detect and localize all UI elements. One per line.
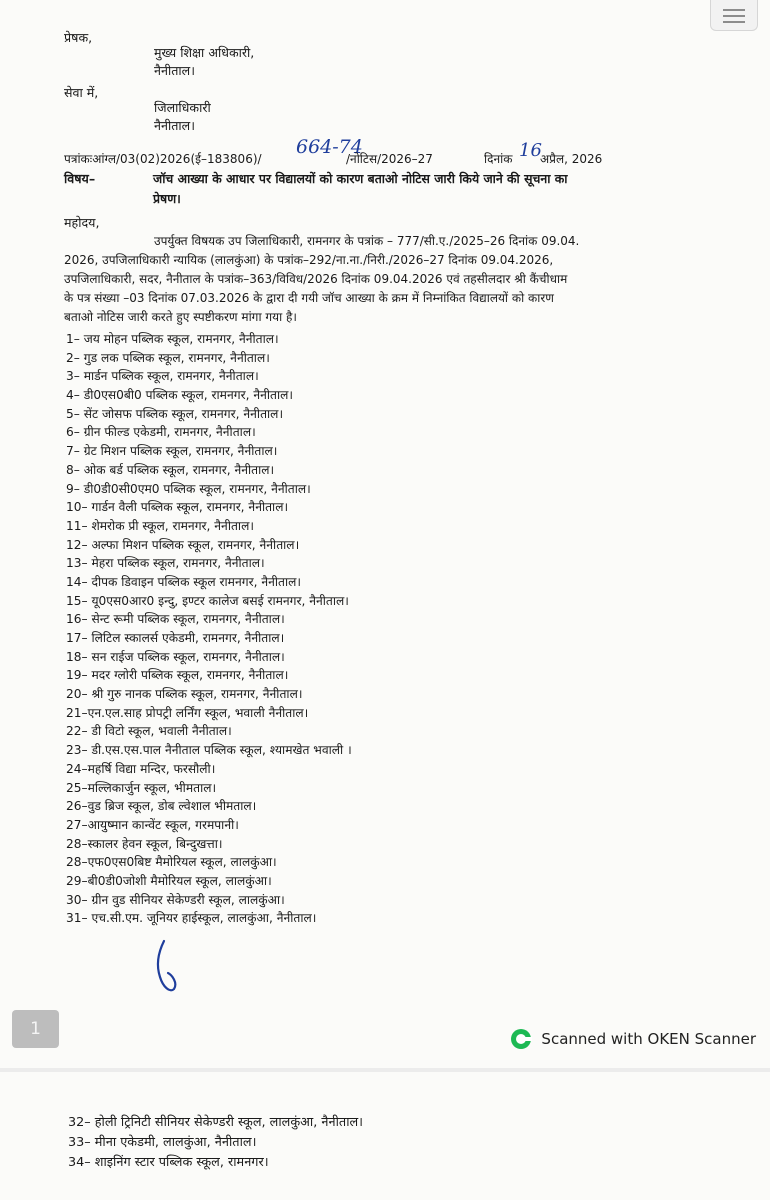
school-item-14: 14– दीपक डिवाइन पब्लिक स्कूल रामनगर, नैनीताल। bbox=[66, 574, 301, 589]
page-number-badge: 1 bbox=[12, 1010, 59, 1048]
recipient-title: जिलाधिकारी bbox=[154, 100, 211, 115]
school-item-28: 28–स्कालर हेवन स्कूल, बिन्दुखत्ता। bbox=[66, 836, 223, 851]
school-item-3: 3– मार्डन पब्लिक स्कूल, रामनगर, नैनीताल। bbox=[66, 369, 259, 384]
body-line-5: बताओ नोटिस जारी करते हुए स्पष्टीकरण मांगा गया है। bbox=[64, 310, 297, 324]
school-item-2: 2– गुड लक पब्लिक स्कूल, रामनगर, नैनीताल। bbox=[66, 350, 270, 365]
school-item-27: 27–आयुष्मान कान्वेंट स्कूल, गरमपानी। bbox=[66, 817, 239, 832]
patrank-prefix: पत्रांकःआंग्ल/03(02)2026(ई–183806)/ bbox=[64, 152, 262, 166]
school-item-26: 26–वुड ब्रिज स्कूल, डोब ल्वेशाल भीमताल। bbox=[66, 799, 257, 814]
school-item-30: 30– ग्रीन वुड सीनियर सेकेण्डरी स्कूल, लालकुंआ। bbox=[66, 892, 285, 907]
school-item-19: 19– मदर ग्लोरी पब्लिक स्कूल, रामनगर, नैनीताल। bbox=[66, 668, 289, 683]
handwritten-number: 664-74 bbox=[296, 136, 363, 158]
hamburger-menu-icon[interactable] bbox=[710, 0, 758, 31]
school-item-11: 11– शेमरोक प्री स्कूल, रामनगर, नैनीताल। bbox=[66, 518, 254, 533]
date-rest: अप्रैल, 2026 bbox=[540, 152, 603, 166]
school-item-22: 22– डी विटो स्कूल, भवाली नैनीताल। bbox=[66, 724, 232, 739]
school-item-29: 29–बी0डी0जोशी मैमोरियल स्कूल, लालकुंआ। bbox=[66, 873, 272, 888]
sender-label: प्रेषक, bbox=[64, 30, 93, 45]
signature-mark bbox=[150, 935, 190, 997]
school-item-24: 24–महर्षि विद्या मन्दिर, फरसौली। bbox=[66, 761, 216, 776]
school-list bbox=[56, 330, 352, 928]
school-item-6: 6– ग्रीन फील्ड एकेडमी, रामनगर, नैनीताल। bbox=[66, 425, 256, 440]
school-item-20: 20– श्री गुरु नानक पब्लिक स्कूल, रामनगर, नैनीताल। bbox=[66, 687, 303, 702]
school-item-21: 21–एन.एल.साह प्रोपट्री लर्निंग स्कूल, भवाली नैनीताल। bbox=[66, 705, 309, 720]
school-item-28b: 28–एफ0एस0बिष्ट मैमोरियल स्कूल, लालकुंआ। bbox=[66, 855, 277, 870]
recipient-place: नैनीताल। bbox=[154, 118, 195, 133]
school-item-34: 34– शाइनिंग स्टार पब्लिक स्कूल, रामनगर। bbox=[68, 1155, 269, 1170]
school-item-25: 25–मल्लिकार्जुन स्कूल, भीमताल। bbox=[66, 780, 217, 795]
school-item-16: 16– सेन्ट रूमी पब्लिक स्कूल, रामनगर, नैनीताल। bbox=[66, 612, 285, 627]
sender-place: नैनीताल। bbox=[154, 63, 195, 78]
body-line-2: 2026, उपजिलाधिकारी न्यायिक (लालकुंआ) के पत्रांक–292/ना.ना./निरी./2026–27 दिनांक 09.04.2026, bbox=[64, 253, 554, 267]
subject-label: विषय– bbox=[64, 171, 96, 186]
document-page-2 bbox=[0, 1072, 770, 1200]
school-item-5: 5– सेंट जोसफ पब्लिक स्कूल, रामनगर, नैनीताल। bbox=[66, 406, 284, 421]
school-item-17: 17– लिटिल स्कालर्स एकेडमी, रामनगर, नैनीताल। bbox=[66, 631, 285, 645]
school-item-31: 31– एच.सी.एम. जूनियर हाईस्कूल, लालकुंआ, नैनीताल। bbox=[66, 911, 317, 926]
sender-title: मुख्य शिक्षा अधिकारी, bbox=[154, 45, 255, 60]
scanner-label: Scanned with OKEN Scanner bbox=[541, 1030, 756, 1048]
school-item-10: 10– गार्डन वैली पब्लिक स्कूल, रामनगर, नैनीताल। bbox=[66, 500, 289, 515]
salutation: महोदय, bbox=[64, 215, 100, 230]
school-item-23: 23– डी.एस.एस.पाल नैनीताल पब्लिक स्कूल, श्यामखेत भवाली । bbox=[66, 743, 352, 758]
subject-line-1: जॉच आख्या के आधार पर विद्यालयों को कारण बताओ नोटिस जारी किये जाने की सूचना का bbox=[153, 171, 568, 186]
school-item-33: 33– मीना एकेडमी, लालकुंआ, नैनीताल। bbox=[68, 1135, 257, 1150]
body-line-3: उपजिलाधिकारी, सदर, नैनीताल के पत्रांक–363/विविध/2026 दिनांक 09.04.2026 एवं तहसीलदार श्री कैंचीधाम bbox=[64, 272, 568, 286]
scanner-watermark bbox=[510, 1028, 756, 1050]
patrank-suffix: /नोटिस/2026–27 bbox=[346, 152, 433, 166]
oken-scanner-logo-icon bbox=[510, 1028, 532, 1050]
school-item-32: 32– होली ट्रिनिटी सीनियर सेकेण्डरी स्कूल, लालकुंआ, नैनीताल। bbox=[68, 1115, 364, 1130]
handwritten-day: 16 bbox=[519, 140, 542, 161]
school-item-1: 1– जय मोहन पब्लिक स्कूल, रामनगर, नैनीताल। bbox=[66, 332, 279, 346]
date-label: दिनांक bbox=[484, 152, 513, 166]
body-line-4: के पत्र संख्या –03 दिनांक 07.03.2026 के द्वारा दी गयी जॉच आख्या के क्रम में निम्नांकित विद्यालयों को कारण bbox=[64, 291, 554, 305]
school-item-12: 12– अल्फा मिशन पब्लिक स्कूल, रामनगर, नैनीताल। bbox=[66, 537, 300, 552]
body-line-1: उपर्युक्त विषयक उप जिलाधिकारी, रामनगर के पत्रांक – 777/सी.ए./2025–26 दिनांक 09.04. bbox=[154, 234, 580, 248]
subject-line-2: प्रेषण। bbox=[153, 191, 181, 206]
school-item-15: 15– यू0एस0आर0 इन्दु, इण्टर कालेज बसई रामनगर, नैनीताल। bbox=[66, 593, 349, 608]
school-item-13: 13– मेहरा पब्लिक स्कूल, रामनगर, नैनीताल। bbox=[66, 556, 265, 571]
school-item-8: 8– ओक बर्ड पब्लिक स्कूल, रामनगर, नैनीताल। bbox=[66, 462, 275, 477]
school-item-18: 18– सन राईज पब्लिक स्कूल, रामनगर, नैनीताल। bbox=[66, 649, 285, 664]
recipient-label: सेवा में, bbox=[64, 85, 99, 100]
school-item-4: 4– डी0एस0बी0 पब्लिक स्कूल, रामनगर, नैनीताल। bbox=[66, 388, 294, 403]
school-item-9: 9– डी0डी0सी0एम0 पब्लिक स्कूल, रामनगर, नैनीताल। bbox=[66, 481, 311, 496]
school-item-7: 7– ग्रेट मिशन पब्लिक स्कूल, रामनगर, नैनीताल। bbox=[66, 444, 278, 459]
